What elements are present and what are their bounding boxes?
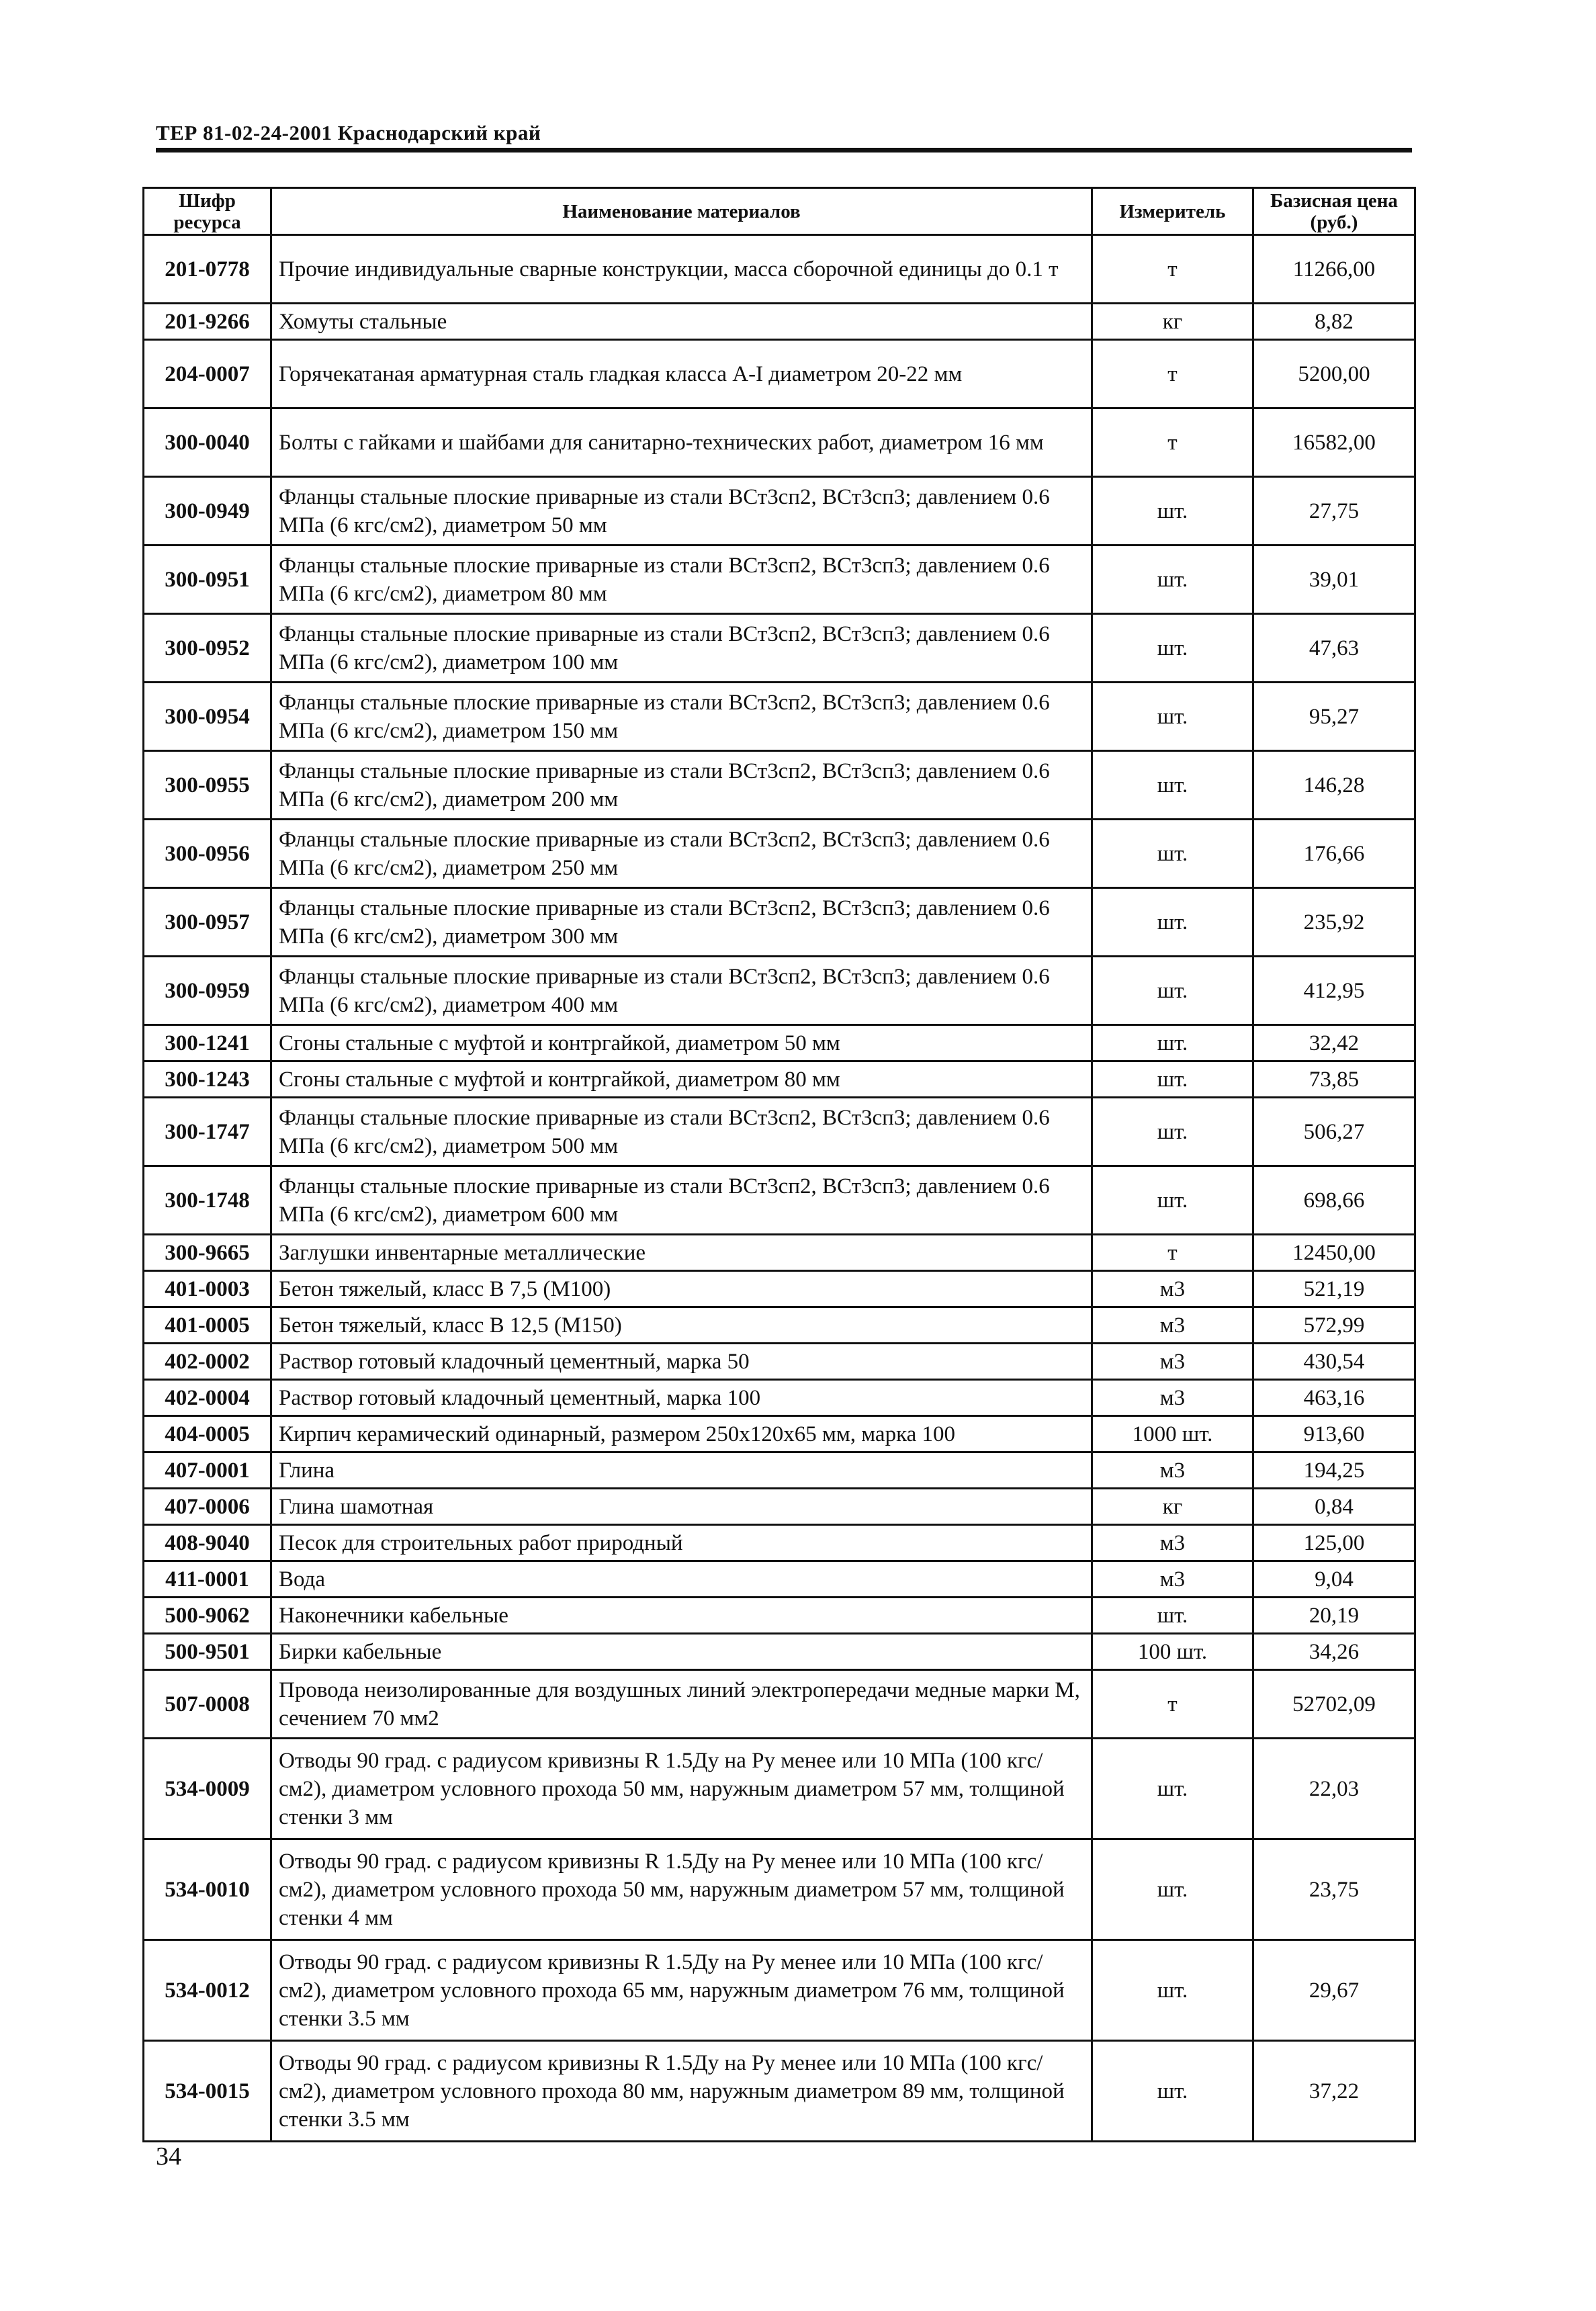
resource-code-cell: 204-0007 (144, 340, 271, 408)
unit-cell: м3 (1092, 1271, 1253, 1307)
unit-cell: шт. (1092, 1940, 1253, 2041)
resource-code-cell: 300-1243 (144, 1061, 271, 1098)
material-name-cell: Фланцы стальные плоские приварные из стали ВСт3сп2, ВСт3сп3; давлением 0.6 МПа (6 кгс/см2), диаметром 80 мм (271, 546, 1092, 614)
table-row (144, 235, 1415, 304)
unit-cell: шт. (1092, 1061, 1253, 1098)
table-row (144, 1839, 1415, 1940)
resource-code-cell: 300-0954 (144, 683, 271, 751)
table-row (144, 1489, 1415, 1525)
resource-code-cell: 408-9040 (144, 1525, 271, 1561)
table-row (144, 1739, 1415, 1839)
unit-cell: кг (1092, 304, 1253, 340)
material-name-cell: Раствор готовый кладочный цементный, марка 50 (271, 1344, 1092, 1380)
unit-cell: шт. (1092, 1166, 1253, 1235)
unit-cell: шт. (1092, 888, 1253, 957)
page-number: 34 (156, 2142, 181, 2171)
page-header (156, 120, 1412, 152)
table-row (144, 304, 1415, 340)
material-name-cell: Раствор готовый кладочный цементный, марка 100 (271, 1380, 1092, 1416)
table-row (144, 477, 1415, 546)
unit-cell: 1000 шт. (1092, 1416, 1253, 1452)
resource-code-cell: 401-0005 (144, 1307, 271, 1344)
resource-code-cell: 534-0012 (144, 1940, 271, 2041)
resource-code-cell: 300-0951 (144, 546, 271, 614)
table-row (144, 1634, 1415, 1670)
material-name-cell: Бирки кабельные (271, 1634, 1092, 1670)
table-row (144, 2041, 1415, 2142)
price-cell: 572,99 (1253, 1307, 1415, 1344)
resource-code-cell: 300-1747 (144, 1098, 271, 1166)
price-cell: 521,19 (1253, 1271, 1415, 1307)
table-row (144, 408, 1415, 477)
column-header-unit: Измеритель (1092, 188, 1253, 235)
material-name-cell: Фланцы стальные плоские приварные из стали ВСт3сп2, ВСт3сп3; давлением 0.6 МПа (6 кгс/см2), диаметром 600 мм (271, 1166, 1092, 1235)
material-name-cell: Бетон тяжелый, класс В 12,5 (М150) (271, 1307, 1092, 1344)
price-cell: 194,25 (1253, 1452, 1415, 1489)
unit-cell: шт. (1092, 1098, 1253, 1166)
table-body (144, 235, 1415, 2142)
document-title: ТЕР 81-02-24-2001 Краснодарский край (156, 121, 541, 144)
unit-cell: т (1092, 340, 1253, 408)
resource-code-cell: 201-9266 (144, 304, 271, 340)
price-cell: 20,19 (1253, 1598, 1415, 1634)
table-row (144, 888, 1415, 957)
unit-cell: м3 (1092, 1452, 1253, 1489)
table-row (144, 614, 1415, 683)
material-name-cell: Фланцы стальные плоские приварные из стали ВСт3сп2, ВСт3сп3; давлением 0.6 МПа (6 кгс/см2), диаметром 250 мм (271, 820, 1092, 888)
price-cell: 463,16 (1253, 1380, 1415, 1416)
resource-code-cell: 407-0001 (144, 1452, 271, 1489)
material-name-cell: Глина (271, 1452, 1092, 1489)
price-cell: 27,75 (1253, 477, 1415, 546)
column-header-name: Наименование материалов (271, 188, 1092, 235)
table-row (144, 1940, 1415, 2041)
unit-cell: м3 (1092, 1380, 1253, 1416)
unit-cell: т (1092, 235, 1253, 304)
material-name-cell: Вода (271, 1561, 1092, 1598)
table-row (144, 1561, 1415, 1598)
resource-code-cell: 407-0006 (144, 1489, 271, 1525)
material-name-cell: Заглушки инвентарные металлические (271, 1235, 1092, 1271)
table-row (144, 1271, 1415, 1307)
table-row (144, 1525, 1415, 1561)
price-cell: 913,60 (1253, 1416, 1415, 1452)
unit-cell: шт. (1092, 2041, 1253, 2142)
table-row (144, 1452, 1415, 1489)
material-name-cell: Наконечники кабельные (271, 1598, 1092, 1634)
price-cell: 23,75 (1253, 1839, 1415, 1940)
material-name-cell: Хомуты стальные (271, 304, 1092, 340)
unit-cell: кг (1092, 1489, 1253, 1525)
material-name-cell: Отводы 90 град. с радиусом кривизны R 1.5Ду на Ру менее или 10 МПа (100 кгс/см2), диаметром условного прохода 50 мм, наружным диаметром 57 мм, толщиной стенки 3 мм (271, 1739, 1092, 1839)
resource-code-cell: 300-0956 (144, 820, 271, 888)
unit-cell: шт. (1092, 546, 1253, 614)
table-row (144, 1166, 1415, 1235)
unit-cell: шт. (1092, 751, 1253, 820)
material-name-cell: Болты с гайками и шайбами для санитарно-технических работ, диаметром 16 мм (271, 408, 1092, 477)
unit-cell: м3 (1092, 1561, 1253, 1598)
price-cell: 235,92 (1253, 888, 1415, 957)
unit-cell: шт. (1092, 957, 1253, 1025)
price-cell: 146,28 (1253, 751, 1415, 820)
price-cell: 125,00 (1253, 1525, 1415, 1561)
material-name-cell: Глина шамотная (271, 1489, 1092, 1525)
table-row (144, 957, 1415, 1025)
material-name-cell: Бетон тяжелый, класс В 7,5 (М100) (271, 1271, 1092, 1307)
material-name-cell: Горячекатаная арматурная сталь гладкая класса A-I диаметром 20-22 мм (271, 340, 1092, 408)
price-cell: 0,84 (1253, 1489, 1415, 1525)
material-name-cell: Фланцы стальные плоские приварные из стали ВСт3сп2, ВСт3сп3; давлением 0.6 МПа (6 кгс/см2), диаметром 200 мм (271, 751, 1092, 820)
header-rule (156, 148, 1412, 152)
material-name-cell: Отводы 90 град. с радиусом кривизны R 1.5Ду на Ру менее или 10 МПа (100 кгс/см2), диаметром условного прохода 50 мм, наружным диаметром 57 мм, толщиной стенки 4 мм (271, 1839, 1092, 1940)
price-cell: 412,95 (1253, 957, 1415, 1025)
price-cell: 52702,09 (1253, 1670, 1415, 1739)
price-cell: 11266,00 (1253, 235, 1415, 304)
price-cell: 12450,00 (1253, 1235, 1415, 1271)
unit-cell: шт. (1092, 683, 1253, 751)
table-row (144, 546, 1415, 614)
table-row (144, 751, 1415, 820)
material-name-cell: Фланцы стальные плоские приварные из стали ВСт3сп2, ВСт3сп3; давлением 0.6 МПа (6 кгс/см2), диаметром 150 мм (271, 683, 1092, 751)
table-header-row (144, 188, 1415, 235)
resource-code-cell: 300-1748 (144, 1166, 271, 1235)
resource-code-cell: 507-0008 (144, 1670, 271, 1739)
unit-cell: т (1092, 408, 1253, 477)
unit-cell: 100 шт. (1092, 1634, 1253, 1670)
resource-code-cell: 300-0040 (144, 408, 271, 477)
unit-cell: шт. (1092, 1598, 1253, 1634)
price-cell: 39,01 (1253, 546, 1415, 614)
material-name-cell: Фланцы стальные плоские приварные из стали ВСт3сп2, ВСт3сп3; давлением 0.6 МПа (6 кгс/см2), диаметром 500 мм (271, 1098, 1092, 1166)
table-row (144, 340, 1415, 408)
unit-cell: шт. (1092, 477, 1253, 546)
resource-code-cell: 404-0005 (144, 1416, 271, 1452)
material-name-cell: Отводы 90 град. с радиусом кривизны R 1.5Ду на Ру менее или 10 МПа (100 кгс/см2), диаметром условного прохода 80 мм, наружным диаметром 89 мм, толщиной стенки 3.5 мм (271, 2041, 1092, 2142)
table-row (144, 1235, 1415, 1271)
material-name-cell: Фланцы стальные плоские приварные из стали ВСт3сп2, ВСт3сп3; давлением 0.6 МПа (6 кгс/см2), диаметром 50 мм (271, 477, 1092, 546)
resource-code-cell: 534-0015 (144, 2041, 271, 2142)
resource-code-cell: 402-0002 (144, 1344, 271, 1380)
table-row (144, 683, 1415, 751)
table-row (144, 1061, 1415, 1098)
material-name-cell: Сгоны стальные с муфтой и контргайкой, диаметром 80 мм (271, 1061, 1092, 1098)
material-name-cell: Сгоны стальные с муфтой и контргайкой, диаметром 50 мм (271, 1025, 1092, 1061)
table-row (144, 1670, 1415, 1739)
unit-cell: м3 (1092, 1525, 1253, 1561)
table-row (144, 1344, 1415, 1380)
price-cell: 8,82 (1253, 304, 1415, 340)
unit-cell: м3 (1092, 1307, 1253, 1344)
material-name-cell: Фланцы стальные плоские приварные из стали ВСт3сп2, ВСт3сп3; давлением 0.6 МПа (6 кгс/см2), диаметром 100 мм (271, 614, 1092, 683)
price-cell: 698,66 (1253, 1166, 1415, 1235)
table-row (144, 1098, 1415, 1166)
material-name-cell: Провода неизолированные для воздушных линий электропередачи медные марки М, сечением 70 мм2 (271, 1670, 1092, 1739)
price-cell: 34,26 (1253, 1634, 1415, 1670)
unit-cell: шт. (1092, 820, 1253, 888)
unit-cell: т (1092, 1235, 1253, 1271)
resource-code-cell: 201-0778 (144, 235, 271, 304)
table-row (144, 1380, 1415, 1416)
resource-code-cell: 300-1241 (144, 1025, 271, 1061)
price-cell: 95,27 (1253, 683, 1415, 751)
resource-code-cell: 300-0955 (144, 751, 271, 820)
resource-code-cell: 300-0957 (144, 888, 271, 957)
resource-code-cell: 300-0959 (144, 957, 271, 1025)
column-header-price: Базисная цена (руб.) (1253, 188, 1415, 235)
unit-cell: шт. (1092, 614, 1253, 683)
price-cell: 9,04 (1253, 1561, 1415, 1598)
unit-cell: м3 (1092, 1344, 1253, 1380)
price-cell: 506,27 (1253, 1098, 1415, 1166)
price-cell: 37,22 (1253, 2041, 1415, 2142)
table-row (144, 1025, 1415, 1061)
table-row (144, 820, 1415, 888)
price-cell: 32,42 (1253, 1025, 1415, 1061)
unit-cell: шт. (1092, 1025, 1253, 1061)
resource-code-cell: 534-0010 (144, 1839, 271, 1940)
resource-code-cell: 402-0004 (144, 1380, 271, 1416)
price-cell: 22,03 (1253, 1739, 1415, 1839)
column-header-code: Шифр ресурса (144, 188, 271, 235)
materials-table (142, 187, 1416, 2142)
unit-cell: т (1092, 1670, 1253, 1739)
resource-code-cell: 500-9062 (144, 1598, 271, 1634)
resource-code-cell: 300-0952 (144, 614, 271, 683)
resource-code-cell: 534-0009 (144, 1739, 271, 1839)
resource-code-cell: 401-0003 (144, 1271, 271, 1307)
price-cell: 5200,00 (1253, 340, 1415, 408)
material-name-cell: Кирпич керамический одинарный, размером 250x120x65 мм, марка 100 (271, 1416, 1092, 1452)
table-row (144, 1598, 1415, 1634)
table-row (144, 1416, 1415, 1452)
price-cell: 73,85 (1253, 1061, 1415, 1098)
material-name-cell: Песок для строительных работ природный (271, 1525, 1092, 1561)
resource-code-cell: 411-0001 (144, 1561, 271, 1598)
price-cell: 47,63 (1253, 614, 1415, 683)
resource-code-cell: 500-9501 (144, 1634, 271, 1670)
unit-cell: шт. (1092, 1739, 1253, 1839)
resource-code-cell: 300-0949 (144, 477, 271, 546)
material-name-cell: Фланцы стальные плоские приварные из стали ВСт3сп2, ВСт3сп3; давлением 0.6 МПа (6 кгс/см2), диаметром 400 мм (271, 957, 1092, 1025)
material-name-cell: Фланцы стальные плоские приварные из стали ВСт3сп2, ВСт3сп3; давлением 0.6 МПа (6 кгс/см2), диаметром 300 мм (271, 888, 1092, 957)
resource-code-cell: 300-9665 (144, 1235, 271, 1271)
unit-cell: шт. (1092, 1839, 1253, 1940)
material-name-cell: Прочие индивидуальные сварные конструкции, масса сборочной единицы до 0.1 т (271, 235, 1092, 304)
price-cell: 176,66 (1253, 820, 1415, 888)
price-cell: 29,67 (1253, 1940, 1415, 2041)
material-name-cell: Отводы 90 град. с радиусом кривизны R 1.5Ду на Ру менее или 10 МПа (100 кгс/см2), диаметром условного прохода 65 мм, наружным диаметром 76 мм, толщиной стенки 3.5 мм (271, 1940, 1092, 2041)
table-row (144, 1307, 1415, 1344)
price-cell: 16582,00 (1253, 408, 1415, 477)
price-cell: 430,54 (1253, 1344, 1415, 1380)
